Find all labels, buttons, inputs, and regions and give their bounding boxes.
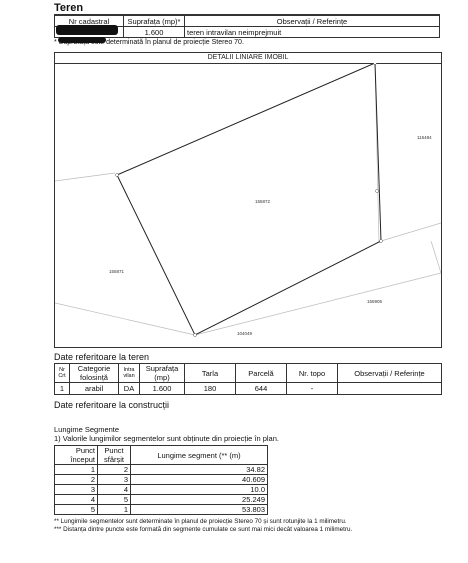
neighbor-line-bottom-right	[195, 273, 441, 335]
segment-length: 53.803	[131, 505, 268, 515]
label-center: 155872	[255, 199, 271, 204]
segment-end: 4	[98, 485, 131, 495]
plan-title: DETALII LINIARE IMOBIL	[207, 54, 289, 61]
segment-end: 5	[98, 495, 131, 505]
segmente-table	[54, 445, 268, 515]
redacted-cadastral	[56, 25, 118, 35]
segment-start: 5	[55, 505, 98, 515]
col-lungime: Lungime segment (** (m)	[131, 446, 268, 465]
segment-length: 40.609	[131, 475, 268, 485]
col-intravilan: Intra vilan	[119, 364, 140, 383]
ref-cell: 1.600	[140, 383, 185, 395]
col-suprafata-ref: Suprafața (mp)	[140, 364, 185, 383]
ref-cell: 180	[185, 383, 236, 395]
parcel-point	[194, 334, 197, 337]
ref-cell: DA	[119, 383, 140, 395]
label-bottom-right: 155905	[367, 299, 383, 304]
parcel-outline	[117, 63, 381, 335]
segment-length: 34.82	[131, 465, 268, 475]
label-left: 155871	[109, 269, 125, 274]
col-tarla: Tarla	[185, 364, 236, 383]
observatii-value: teren intravilan neimprejmuit	[185, 27, 440, 38]
segment-start: 3	[55, 485, 98, 495]
section-title-teren: Teren	[54, 2, 84, 14]
col-suprafata: Suprafața (mp)*	[124, 16, 185, 27]
ref-cell: arabil	[70, 383, 119, 395]
segmente-subtitle: 1) Valorile lungimilor segmentelor sunt obținute din proiecție în plan.	[54, 434, 279, 443]
plan-drawing	[55, 63, 441, 347]
col-categorie: Categorie folosință	[70, 364, 119, 383]
col-punct-inceput: Punct început	[55, 446, 98, 465]
ref-cell: 644	[236, 383, 287, 395]
table-row	[55, 495, 268, 505]
ref-cell: -	[287, 383, 338, 395]
segment-end: 2	[98, 465, 131, 475]
col-observatii-ref: Observații / Referințe	[338, 364, 442, 383]
col-nr-topo: Nr. topo	[287, 364, 338, 383]
parcel-point	[374, 63, 377, 65]
teren-footnote: * Suprafața este determinată în planul de proiecție Stereo 70.	[54, 39, 244, 46]
table-row	[55, 505, 268, 515]
label-bottom: 104049	[237, 331, 253, 336]
segmente-note-1: ** Lungimile segmentelor sunt determinate în planul de proiecție Stereo 70 și sunt rotunjite la 1 milimetru.	[54, 518, 347, 525]
col-punct-sfarsit: Punct sfârșit	[98, 446, 131, 465]
segment-length: 25.249	[131, 495, 268, 505]
col-observatii: Observații / Referințe	[185, 16, 440, 27]
ref-cell: 1	[55, 383, 70, 395]
suprafata-value: 1.600	[124, 27, 185, 38]
neighbor-line-left	[55, 173, 115, 181]
section-title-teren-ref: Date referitoare la teren	[54, 352, 150, 362]
segment-length: 10.0	[131, 485, 268, 495]
parcel-point	[116, 174, 119, 177]
neighbor-line-bottom	[55, 303, 195, 335]
segment-start: 2	[55, 475, 98, 485]
segment-start: 4	[55, 495, 98, 505]
segment-end: 1	[98, 505, 131, 515]
section-title-constructii: Date referitoare la construcții	[54, 400, 170, 410]
col-nr-crt: Nr Crt	[55, 364, 70, 383]
neighbor-line-right-2	[431, 241, 441, 273]
neighbor-line-right	[381, 223, 441, 241]
parcel-point	[380, 240, 383, 243]
label-right-top: 115484	[417, 135, 432, 140]
col-nr-cadastral: Nr cadastral	[55, 16, 124, 27]
ref-cell	[338, 383, 442, 395]
col-parcela: Parcelă	[236, 364, 287, 383]
segmente-title: Lungime Segmente	[54, 425, 120, 434]
segment-start: 1	[55, 465, 98, 475]
plan-frame	[54, 52, 442, 348]
segment-end: 3	[98, 475, 131, 485]
table-row	[55, 485, 268, 495]
table-row	[55, 465, 268, 475]
parcel-point	[376, 190, 379, 193]
segmente-note-2: *** Distanța dintre puncte este formată din segmente cumulate ce sunt mai mici decât valoarea 1 milimetru.	[54, 526, 353, 533]
teren-ref-table	[54, 363, 442, 395]
table-row	[55, 475, 268, 485]
